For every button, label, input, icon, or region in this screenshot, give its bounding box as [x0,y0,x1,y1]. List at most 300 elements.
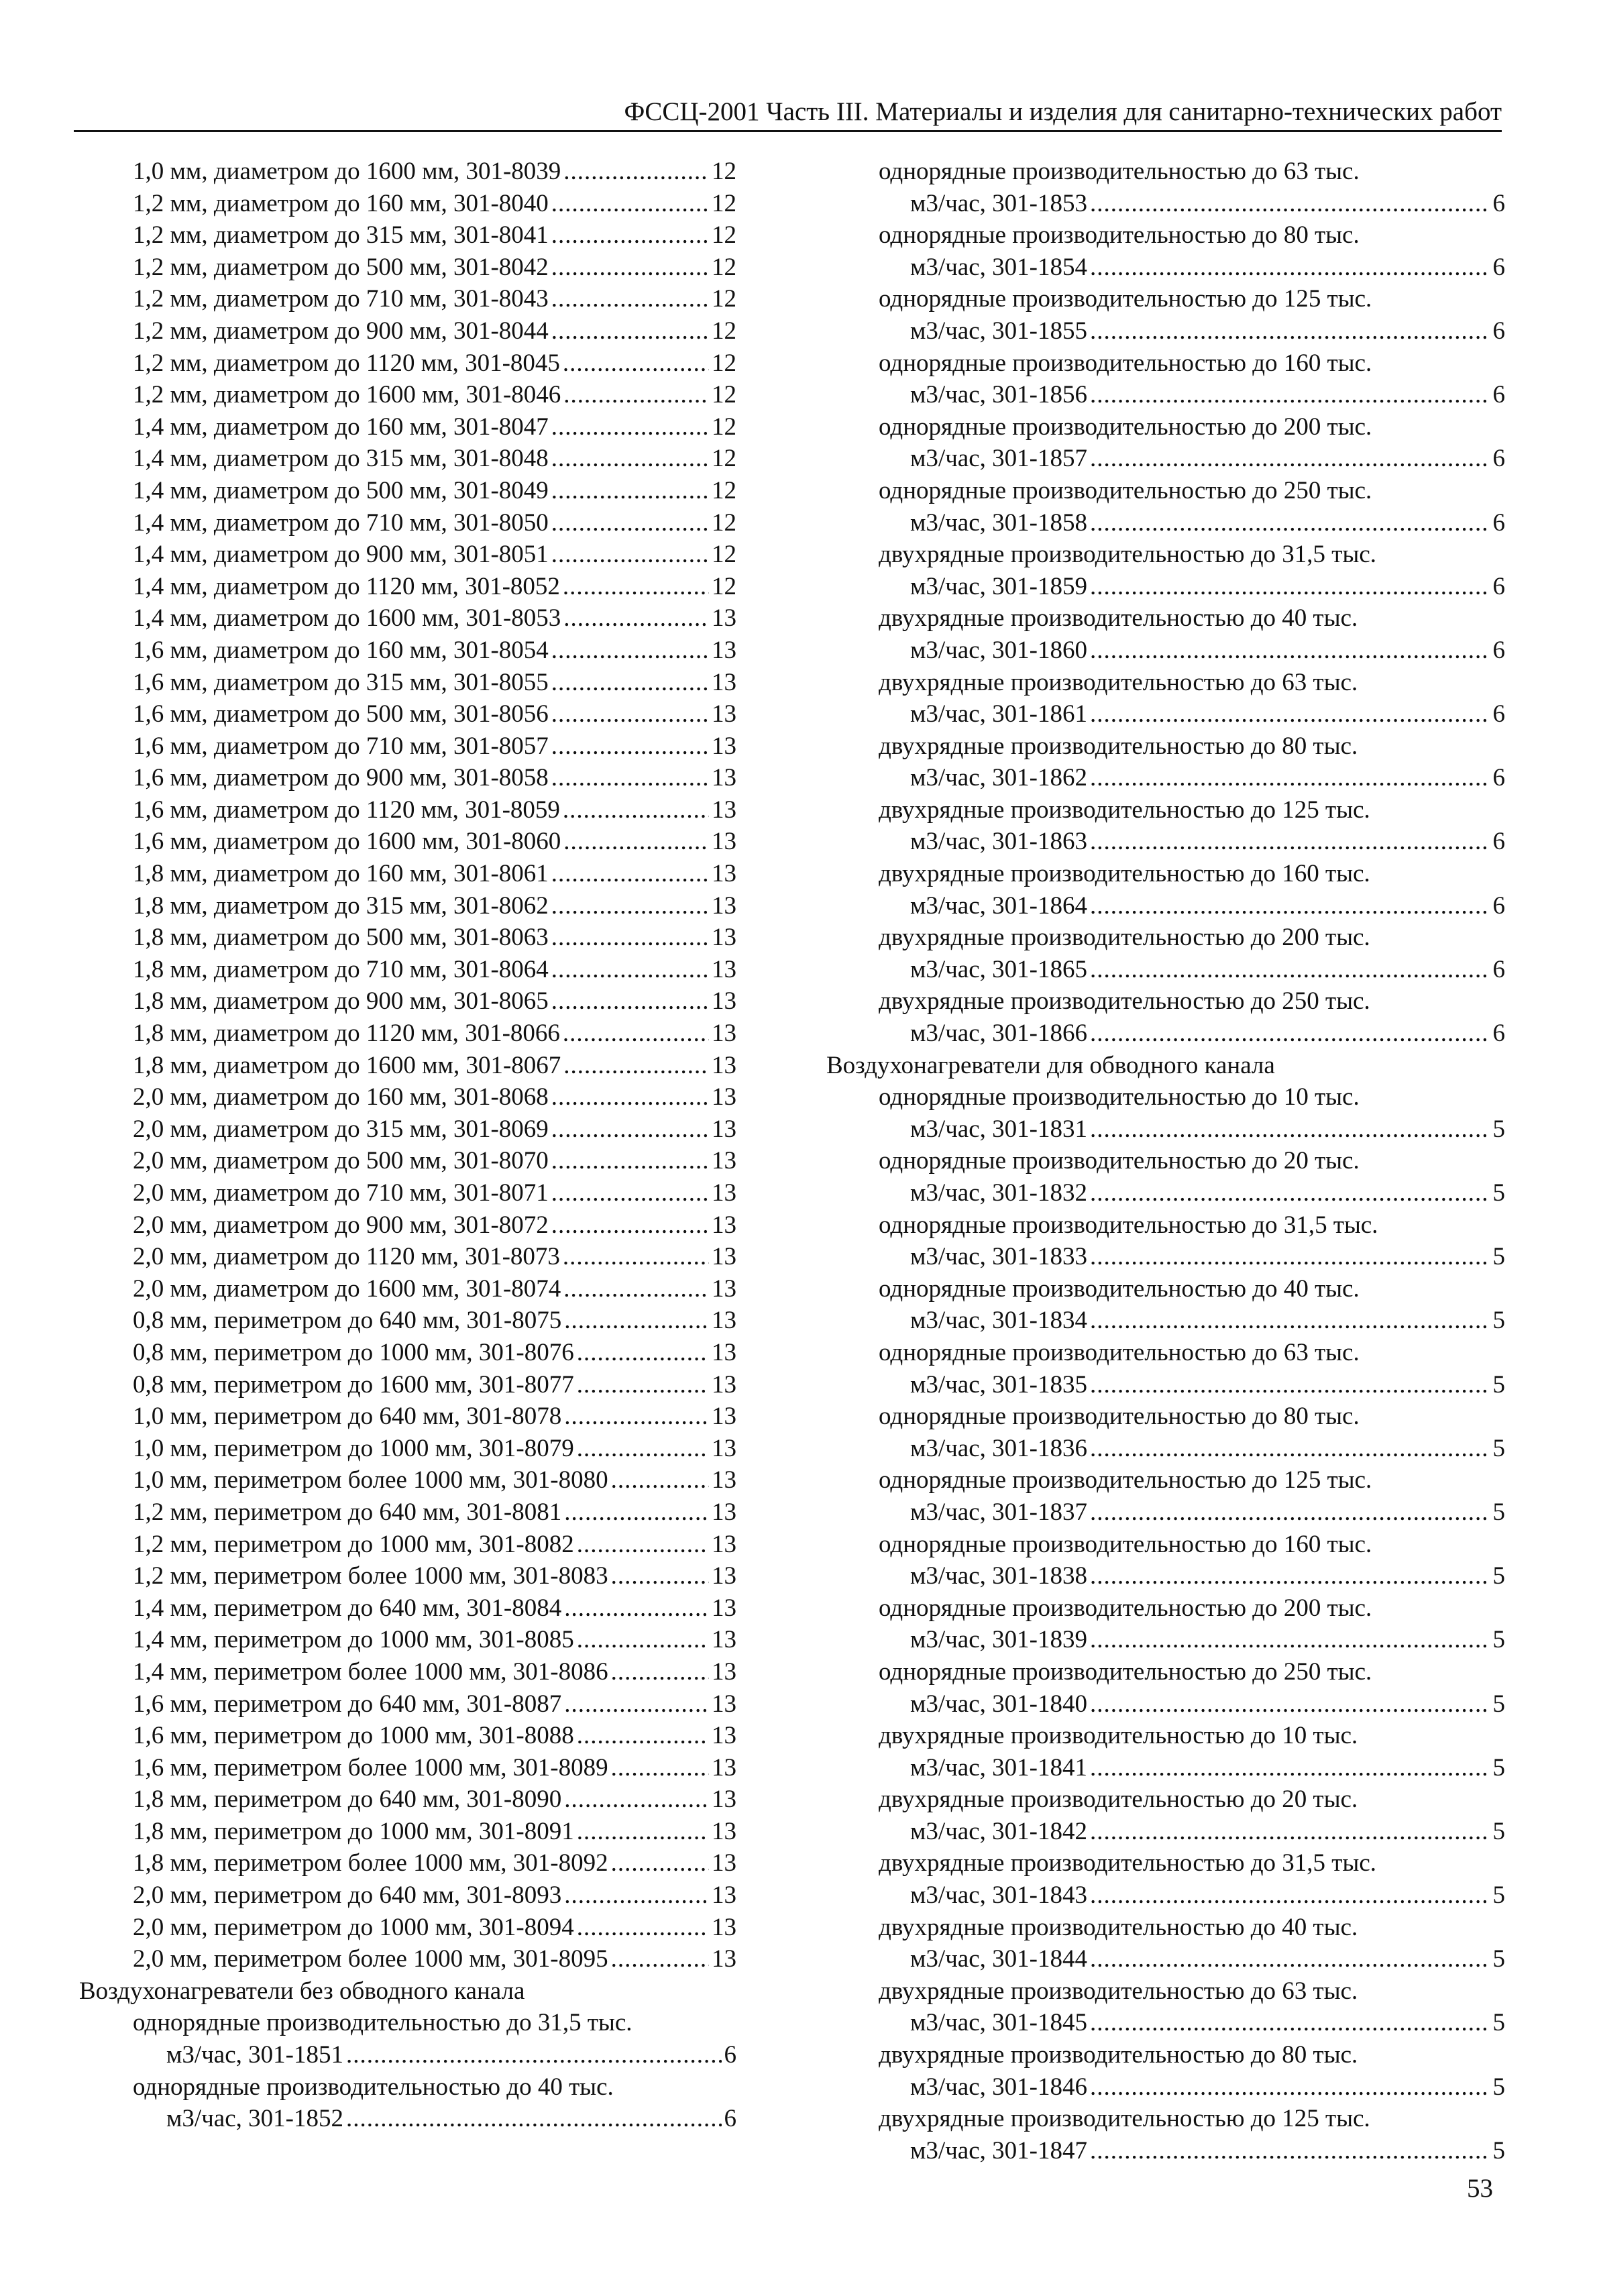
dot-leader [1090,1241,1490,1273]
entry-text: двухрядные производительностью до 160 тыс. [879,860,1370,888]
entry-text: однорядные производительностью до 40 тыс. [879,1274,1360,1303]
dot-leader [564,1784,709,1816]
entry-page: 13 [712,1307,736,1335]
dot-leader [1090,1752,1490,1784]
entry-page: 13 [712,1051,736,1079]
index-entry [79,1943,736,1975]
dot-leader [551,730,709,763]
entry-page: 5 [1492,1690,1505,1718]
dot-leader [1090,954,1490,986]
entry-page: 13 [712,604,736,633]
dot-leader [551,954,709,986]
entry-text: однорядные производительностью до 200 тыс. [879,413,1372,441]
entry-text: м3/час, 301-1836 [910,1434,1087,1462]
entry-text: 1,4 мм, диаметром до 1600 мм, 301-8053 [133,604,561,633]
entry-page: 13 [712,636,736,664]
dot-leader [1090,2007,1490,2039]
entry-page: 13 [712,1753,736,1782]
entry-page: 5 [1492,1115,1505,1143]
dot-leader [563,794,709,826]
index-entry [826,315,1505,347]
index-entry [79,2103,736,2135]
dot-leader [564,1688,709,1720]
index-entry [79,283,736,315]
index-entry [826,1018,1505,1050]
entry-text: м3/час, 301-1858 [910,508,1087,537]
entry-text: однорядные производительностью до 125 тыс. [879,285,1372,313]
index-entry [79,1784,736,1816]
entry-page: 6 [1492,891,1505,920]
index-entry [826,890,1505,922]
entry-text: однорядные производительностью до 40 тыс. [133,2073,614,2101]
dot-leader [1090,1018,1490,1050]
entry-page: 12 [712,189,736,217]
entry-text: 1,8 мм, периметром до 1000 мм, 301-8091 [133,1817,574,1845]
entry-page: 5 [1492,2136,1505,2165]
index-entry [79,539,736,571]
entry-page: 13 [712,1243,736,1271]
dot-leader [611,1943,709,1975]
entry-page: 5 [1492,2009,1505,2037]
dot-leader [551,698,709,730]
entry-page: 6 [1492,445,1505,473]
entry-text: м3/час, 301-1853 [910,189,1087,217]
dot-leader [563,826,709,858]
entry-page: 5 [1492,1753,1505,1782]
index-entry [79,347,736,380]
entry-text: однорядные производительностью до 160 тыс. [879,349,1372,377]
entry-text: 2,0 мм, диаметром до 315 мм, 301-8069 [133,1115,549,1143]
index-entry [79,602,736,635]
entry-page: 5 [1492,1945,1505,1973]
dot-leader [1090,1624,1490,1656]
entry-text: двухрядные производительностью до 40 тыс. [879,1913,1358,1941]
entry-text: м3/час, 301-1859 [910,572,1087,600]
entry-page: 5 [1492,1307,1505,1335]
entry-page: 13 [712,1562,736,1590]
entry-page: 5 [1492,1817,1505,1845]
index-entry [79,1560,736,1592]
entry-page: 12 [712,413,736,441]
entry-page: 13 [712,1498,736,1526]
index-entry [79,1879,736,1912]
index-entry [826,954,1505,986]
dot-leader [1090,571,1490,603]
entry-text: м3/час, 301-1861 [910,700,1087,728]
entry-page: 13 [712,1211,736,1239]
dot-leader [551,762,709,794]
entry-text: 1,0 мм, диаметром до 1600 мм, 301-8039 [133,158,561,185]
entry-text: 1,0 мм, периметром до 1000 мм, 301-8079 [133,1434,574,1462]
dot-leader [564,1592,709,1625]
entry-page: 5 [1492,1370,1505,1399]
entry-text: 1,2 мм, диаметром до 710 мм, 301-8043 [133,285,549,313]
dot-leader [551,1113,709,1146]
dot-leader [611,1656,709,1688]
index-entry [79,1464,736,1496]
entry-text: двухрядные производительностью до 200 тыс. [879,924,1370,952]
index-column-left [79,156,736,2135]
entry-page: 13 [712,1913,736,1941]
index-entry [79,411,736,443]
dot-leader [1090,826,1490,858]
entry-page: 13 [712,1722,736,1750]
index-entry [79,2039,736,2071]
entry-text: м3/час, 301-1855 [910,317,1087,345]
entry-page: 13 [712,1083,736,1111]
dot-leader [346,2039,722,2071]
dot-leader [611,1464,709,1496]
entry-page: 6 [724,2105,736,2133]
index-entry [79,730,736,763]
entry-text: м3/час, 301-1854 [910,253,1087,281]
index-entry [79,1816,736,1848]
entry-text: 1,8 мм, диаметром до 500 мм, 301-8063 [133,924,549,952]
index-entry [826,1433,1505,1465]
entry-page: 13 [712,700,736,728]
entry-text: 1,2 мм, диаметром до 315 мм, 301-8041 [133,221,549,250]
entry-text: 1,4 мм, периметром более 1000 мм, 301-8086 [133,1657,608,1686]
entry-text: двухрядные производительностью до 40 тыс. [879,604,1358,633]
entry-text: м3/час, 301-1864 [910,891,1087,920]
dot-leader [577,1337,709,1369]
entry-page: 6 [1492,189,1505,217]
entry-page: 6 [1492,317,1505,345]
entry-text: однорядные производительностью до 10 тыс. [879,1083,1360,1111]
entry-text: 1,0 мм, периметром до 640 мм, 301-8078 [133,1403,562,1431]
entry-text: м3/час, 301-1862 [910,764,1087,792]
entry-text: м3/час, 301-1860 [910,636,1087,664]
index-entry [826,698,1505,730]
entry-text: двухрядные производительностью до 80 тыс. [879,732,1358,760]
entry-page: 13 [712,1147,736,1175]
entry-text: 1,8 мм, периметром до 640 мм, 301-8090 [133,1786,562,1814]
dot-leader [1090,1369,1490,1401]
entry-text: двухрядные производительностью до 80 тыс. [879,2041,1358,2069]
dot-leader [577,1720,709,1752]
dot-leader [611,1847,709,1879]
dot-leader [577,1912,709,1944]
entry-text: м3/час, 301-1831 [910,1115,1087,1143]
index-entry [826,1369,1505,1401]
entry-text: м3/час, 301-1833 [910,1243,1087,1271]
entry-text: 2,0 мм, диаметром до 1600 мм, 301-8074 [133,1274,561,1303]
entry-page: 5 [1492,1498,1505,1526]
dot-leader [1090,1688,1490,1720]
index-entry [79,826,736,858]
dot-leader [564,1496,709,1529]
index-entry [79,507,736,539]
entry-text: однорядные производительностью до 63 тыс. [879,158,1360,185]
entry-page: 13 [712,1020,736,1048]
dot-leader [563,571,709,603]
entry-text: 2,0 мм, диаметром до 1120 мм, 301-8073 [133,1243,560,1271]
entry-text: 1,2 мм, периметром более 1000 мм, 301-8083 [133,1562,608,1590]
entry-text: однорядные производительностью до 200 тыс. [879,1594,1372,1622]
index-entry [826,1241,1505,1273]
index-entry [79,1433,736,1465]
index-entry [79,1305,736,1337]
index-entry [826,2007,1505,2039]
entry-text: двухрядные производительностью до 250 тыс. [879,987,1370,1016]
entry-text: двухрядные производительностью до 20 тыс. [879,1786,1358,1814]
index-entry [826,1879,1505,1912]
entry-page: 13 [712,924,736,952]
index-entry [826,2071,1505,2103]
entry-text: однорядные производительностью до 20 тыс. [879,1147,1360,1175]
entry-text: двухрядные производительностью до 125 тыс. [879,796,1370,824]
dot-leader [551,188,709,220]
entry-page: 12 [712,221,736,250]
entry-text: м3/час, 301-1856 [910,381,1087,409]
dot-leader [563,156,709,188]
entry-text: 2,0 мм, диаметром до 900 мм, 301-8072 [133,1211,549,1239]
entry-page: 5 [1492,2073,1505,2101]
dot-leader [551,443,709,475]
entry-text: м3/час, 301-1843 [910,1881,1087,1910]
entry-text: двухрядные производительностью до 31,5 тыс. [879,541,1376,569]
entry-page: 13 [712,955,736,983]
entry-text: 1,2 мм, диаметром до 160 мм, 301-8040 [133,189,549,217]
entry-text: 1,6 мм, диаметром до 500 мм, 301-8056 [133,700,549,728]
dot-leader [563,1018,709,1050]
dot-leader [1090,1943,1490,1975]
entry-text: м3/час, 301-1840 [910,1690,1087,1718]
dot-leader [1090,2135,1490,2167]
dot-leader [563,1050,709,1082]
index-entry [826,1177,1505,1209]
entry-page: 13 [712,796,736,824]
entry-page: 5 [1492,1434,1505,1462]
entry-text: м3/час, 301-1834 [910,1307,1087,1335]
entry-page: 6 [1492,700,1505,728]
entry-text: 0,8 мм, периметром до 1000 мм, 301-8076 [133,1338,574,1366]
index-entry [79,1720,736,1752]
page-number: 53 [1467,2174,1493,2203]
entry-page: 5 [1492,1881,1505,1910]
index-entry [79,1337,736,1369]
entry-page: 13 [712,1786,736,1814]
entry-page: 12 [712,508,736,537]
dot-leader [551,890,709,922]
dot-leader [551,1145,709,1177]
entry-page: 5 [1492,1626,1505,1654]
entry-text: м3/час, 301-1841 [910,1753,1087,1782]
entry-text: м3/час, 301-1837 [910,1498,1087,1526]
dot-leader [1090,2071,1490,2103]
index-entry [79,985,736,1018]
dot-leader [551,1209,709,1242]
entry-text: 0,8 мм, периметром до 640 мм, 301-8075 [133,1307,562,1335]
entry-page: 13 [712,1817,736,1845]
entry-page: 5 [1492,1243,1505,1271]
entry-page: 6 [1492,828,1505,856]
index-entry [826,826,1505,858]
dot-leader [1090,443,1490,475]
dot-leader [1090,507,1490,539]
entry-page: 12 [712,572,736,600]
entry-text: 2,0 мм, диаметром до 160 мм, 301-8068 [133,1083,549,1111]
entry-text: м3/час, 301-1866 [910,1020,1087,1048]
dot-leader [551,539,709,571]
entry-page: 6 [724,2041,736,2069]
entry-text: двухрядные производительностью до 31,5 тыс. [879,1849,1376,1877]
entry-text: 1,6 мм, диаметром до 160 мм, 301-8054 [133,636,549,664]
index-entry [79,1912,736,1944]
dot-leader [551,635,709,667]
entry-text: 1,2 мм, диаметром до 1120 мм, 301-8045 [133,349,560,377]
entry-page: 5 [1492,1562,1505,1590]
entry-page: 13 [712,1466,736,1494]
entry-text: 1,2 мм, диаметром до 1600 мм, 301-8046 [133,381,561,409]
entry-page: 6 [1492,572,1505,600]
dot-leader [346,2103,722,2135]
entry-text: 1,4 мм, периметром до 640 мм, 301-8084 [133,1594,562,1622]
dot-leader [551,475,709,507]
dot-leader [564,1401,709,1433]
entry-text: 2,0 мм, периметром до 1000 мм, 301-8094 [133,1913,574,1941]
index-entry [79,698,736,730]
index-entry [79,858,736,890]
dot-leader [551,1081,709,1113]
dot-leader [551,283,709,315]
index-entry [79,667,736,699]
dot-leader [563,602,709,635]
entry-page: 6 [1492,764,1505,792]
entry-page: 6 [1492,508,1505,537]
dot-leader [551,858,709,890]
entry-text: 1,8 мм, диаметром до 1600 мм, 301-8067 [133,1051,561,1079]
index-entry [79,379,736,411]
index-entry [826,1305,1505,1337]
dot-leader [563,379,709,411]
index-entry [826,1624,1505,1656]
entry-text: м3/час, 301-1845 [910,2009,1087,2037]
index-entry [826,762,1505,794]
index-entry [79,1241,736,1273]
index-entry [79,1592,736,1625]
dot-leader [564,1305,709,1337]
dot-leader [564,1879,709,1912]
entry-text: 2,0 мм, диаметром до 500 мм, 301-8070 [133,1147,549,1175]
entry-text: 1,6 мм, диаметром до 1120 мм, 301-8059 [133,796,560,824]
entry-page: 6 [1492,381,1505,409]
entry-page: 6 [1492,955,1505,983]
dot-leader [551,219,709,252]
entry-text: однорядные производительностью до 125 тыс. [879,1466,1372,1494]
dot-leader [1090,1496,1490,1529]
entry-page: 13 [712,1370,736,1399]
dot-leader [1090,1305,1490,1337]
index-entry [79,794,736,826]
entry-text: м3/час, 301-1851 [166,2041,343,2069]
index-entry [826,1816,1505,1848]
entry-page: 13 [712,1274,736,1303]
entry-page: 13 [712,1594,736,1622]
entry-page: 13 [712,1849,736,1877]
dot-leader [1090,252,1490,284]
entry-text: однорядные производительностью до 63 тыс. [879,1338,1360,1366]
entry-text: однорядные производительностью до 250 тыс. [879,476,1372,504]
dot-leader [1090,1113,1490,1146]
dot-leader [551,315,709,347]
entry-text: 1,8 мм, диаметром до 315 мм, 301-8062 [133,891,549,920]
entry-text: 1,4 мм, диаметром до 1120 мм, 301-8052 [133,572,560,600]
dot-leader [1090,698,1490,730]
index-entry [79,1656,736,1688]
entry-text: м3/час, 301-1839 [910,1626,1087,1654]
entry-page: 6 [1492,636,1505,664]
entry-text: 1,6 мм, диаметром до 1600 мм, 301-8060 [133,828,561,856]
index-entry [79,156,736,188]
entry-page: 12 [712,476,736,504]
dot-leader [551,985,709,1018]
entry-page: 13 [712,860,736,888]
entry-page: 5 [1492,1179,1505,1207]
index-entry [826,635,1505,667]
entry-page: 13 [712,732,736,760]
dot-leader [563,347,709,380]
entry-text: однорядные производительностью до 80 тыс. [879,221,1360,250]
entry-text: м3/час, 301-1832 [910,1179,1087,1207]
entry-text: 2,0 мм, периметром до 640 мм, 301-8093 [133,1881,562,1910]
index-entry [79,1018,736,1050]
index-entry [79,1496,736,1529]
index-entry [826,188,1505,220]
index-entry [79,475,736,507]
entry-text: 1,4 мм, диаметром до 900 мм, 301-8051 [133,541,549,569]
index-entry [79,1050,736,1082]
index-entry [79,1273,736,1305]
index-entry [79,1369,736,1401]
index-entry [79,954,736,986]
entry-text: м3/час, 301-1847 [910,2136,1087,2165]
index-entry [79,1209,736,1242]
index-entry [79,1847,736,1879]
dot-leader [1090,379,1490,411]
entry-text: однорядные производительностью до 250 тыс. [879,1657,1372,1686]
entry-text: 1,8 мм, диаметром до 160 мм, 301-8061 [133,860,549,888]
entry-text: 1,6 мм, диаметром до 900 мм, 301-8058 [133,764,549,792]
index-entry [79,1177,736,1209]
entry-page: 13 [712,1945,736,1973]
dot-leader [551,411,709,443]
entry-page: 13 [712,1657,736,1686]
index-entry [826,1688,1505,1720]
index-entry [826,1496,1505,1529]
dot-leader [577,1369,709,1401]
entry-text: 1,2 мм, периметром до 640 мм, 301-8081 [133,1498,562,1526]
entry-text: 1,4 мм, диаметром до 500 мм, 301-8049 [133,476,549,504]
index-entry [79,443,736,475]
dot-leader [551,667,709,699]
entry-text: двухрядные производительностью до 125 тыс. [879,2105,1370,2133]
running-header [74,94,1502,132]
index-entry [79,188,736,220]
dot-leader [1090,188,1490,220]
index-entry [826,507,1505,539]
entry-text: м3/час, 301-1852 [166,2105,343,2133]
dot-leader [563,1273,709,1305]
entry-text: 1,4 мм, периметром до 1000 мм, 301-8085 [133,1626,574,1654]
entry-text: 1,6 мм, диаметром до 315 мм, 301-8055 [133,668,549,696]
entry-text: 1,2 мм, диаметром до 500 мм, 301-8042 [133,253,549,281]
entry-text: 1,4 мм, диаметром до 315 мм, 301-8048 [133,445,549,473]
entry-text: двухрядные производительностью до 63 тыс. [879,1977,1358,2005]
entry-page: 13 [712,1626,736,1654]
entry-text: 1,2 мм, диаметром до 900 мм, 301-8044 [133,317,549,345]
index-entry [79,1113,736,1146]
